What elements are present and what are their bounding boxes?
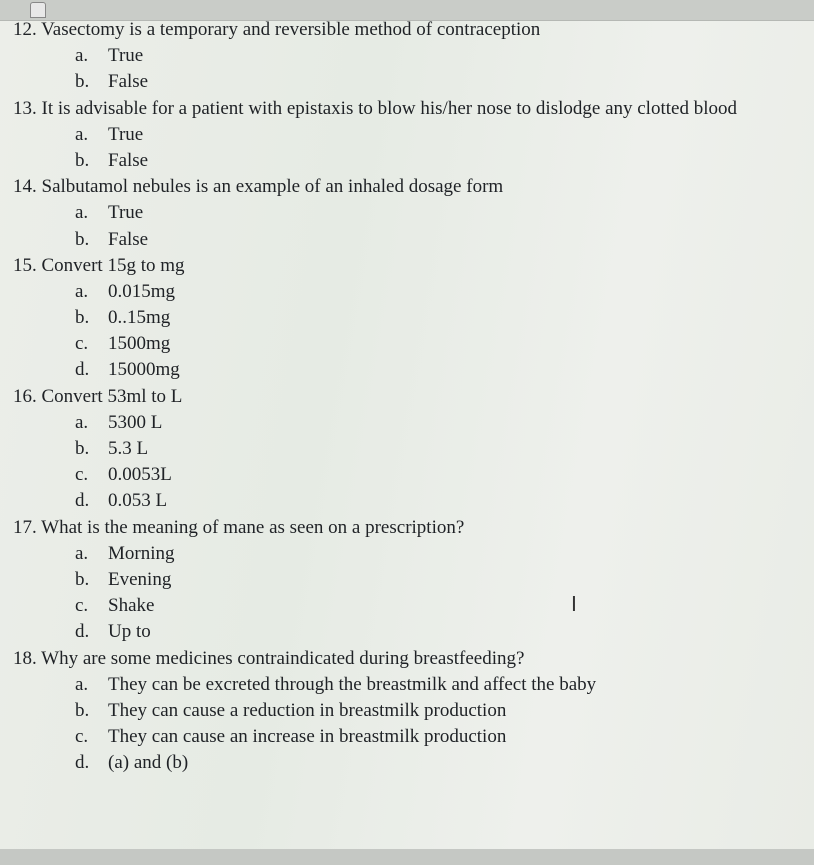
question-text: 13. It is advisable for a patient with epistaxis to blow his/her nose to dislodge any clotted blood (13, 97, 737, 119)
option-text: They can be excreted through the breastmilk and affect the baby (108, 673, 597, 695)
option-letter: c. (75, 595, 89, 617)
option-text: 5300 L (108, 411, 163, 433)
option-text: (a) and (b) (108, 752, 189, 774)
option-letter: d. (75, 752, 90, 774)
answer-option (0, 593, 814, 619)
answer-option (0, 750, 814, 776)
option-letter: a. (75, 673, 89, 695)
question-text: 12. Vasectomy is a temporary and reversible method of contraception (13, 19, 541, 40)
answer-option (0, 305, 814, 331)
answer-option (0, 462, 814, 488)
option-text: 0.0053L (108, 464, 172, 486)
option-letter: a. (75, 202, 89, 224)
bottom-bar (0, 849, 814, 865)
option-letter: a. (75, 542, 89, 564)
option-letter: b. (75, 438, 90, 459)
answer-option (0, 331, 814, 357)
option-text: 0..15mg (108, 307, 171, 329)
option-letter: b. (75, 149, 90, 171)
answer-option (0, 410, 814, 436)
option-letter: b. (75, 568, 90, 590)
option-letter: c. (75, 726, 89, 748)
option-letter: b. (75, 307, 90, 329)
option-text: False (108, 228, 149, 250)
option-letter: a. (75, 280, 89, 302)
option-text: Morning (108, 542, 175, 564)
option-text: True (108, 123, 144, 145)
option-letter: a. (75, 45, 89, 67)
text-cursor-icon: I (571, 592, 577, 616)
option-text: False (108, 149, 149, 171)
answer-option (0, 698, 814, 724)
option-letter: b. (75, 699, 90, 721)
answer-option (0, 619, 814, 645)
option-text: They can cause a reduction in breastmilk production (108, 699, 507, 721)
option-letter: b. (75, 71, 90, 93)
option-text: 0.015mg (108, 280, 176, 302)
option-letter: a. (75, 123, 89, 145)
answer-option (0, 200, 814, 226)
option-letter: b. (75, 228, 90, 250)
indent-marker-icon[interactable] (30, 2, 46, 18)
option-letter: c. (75, 464, 89, 486)
answer-option (0, 227, 814, 253)
answer-option (0, 436, 814, 462)
document-body (0, 17, 814, 776)
option-text: True (108, 202, 144, 224)
option-text: They can cause an increase in breastmilk production (108, 726, 507, 748)
option-letter: a. (75, 411, 89, 433)
answer-option (0, 672, 814, 698)
answer-option (0, 148, 814, 174)
option-text: 0.053 L (108, 490, 168, 512)
answer-option (0, 357, 814, 383)
answer-option (0, 567, 814, 593)
option-text: 15000mg (108, 359, 180, 381)
option-letter: d. (75, 359, 90, 381)
option-text: Shake (108, 595, 155, 617)
answer-option (0, 724, 814, 750)
option-letter: d. (75, 490, 90, 512)
question-text: 14. Salbutamol nebules is an example of an inhaled dosage form (13, 176, 504, 198)
option-text: False (108, 71, 149, 93)
option-text: 5.3 L (108, 438, 149, 459)
question-text: 17. What is the meaning of mane as seen on a prescription? (13, 516, 465, 538)
question-text: 16. Convert 53ml to L (13, 385, 183, 407)
option-text: Evening (108, 568, 172, 590)
option-text: 1500mg (108, 333, 171, 355)
answer-option (0, 488, 814, 514)
question-text: 15. Convert 15g to mg (13, 254, 185, 276)
answer-option (0, 43, 814, 69)
answer-option (0, 69, 814, 95)
answer-option (0, 122, 814, 148)
option-text: Up to (108, 621, 151, 643)
question-text: 18. Why are some medicines contraindicated during breastfeeding? (13, 647, 525, 669)
answer-option (0, 279, 814, 305)
option-text: True (108, 45, 144, 67)
option-letter: c. (75, 333, 89, 355)
option-letter: d. (75, 621, 90, 643)
answer-option (0, 541, 814, 567)
